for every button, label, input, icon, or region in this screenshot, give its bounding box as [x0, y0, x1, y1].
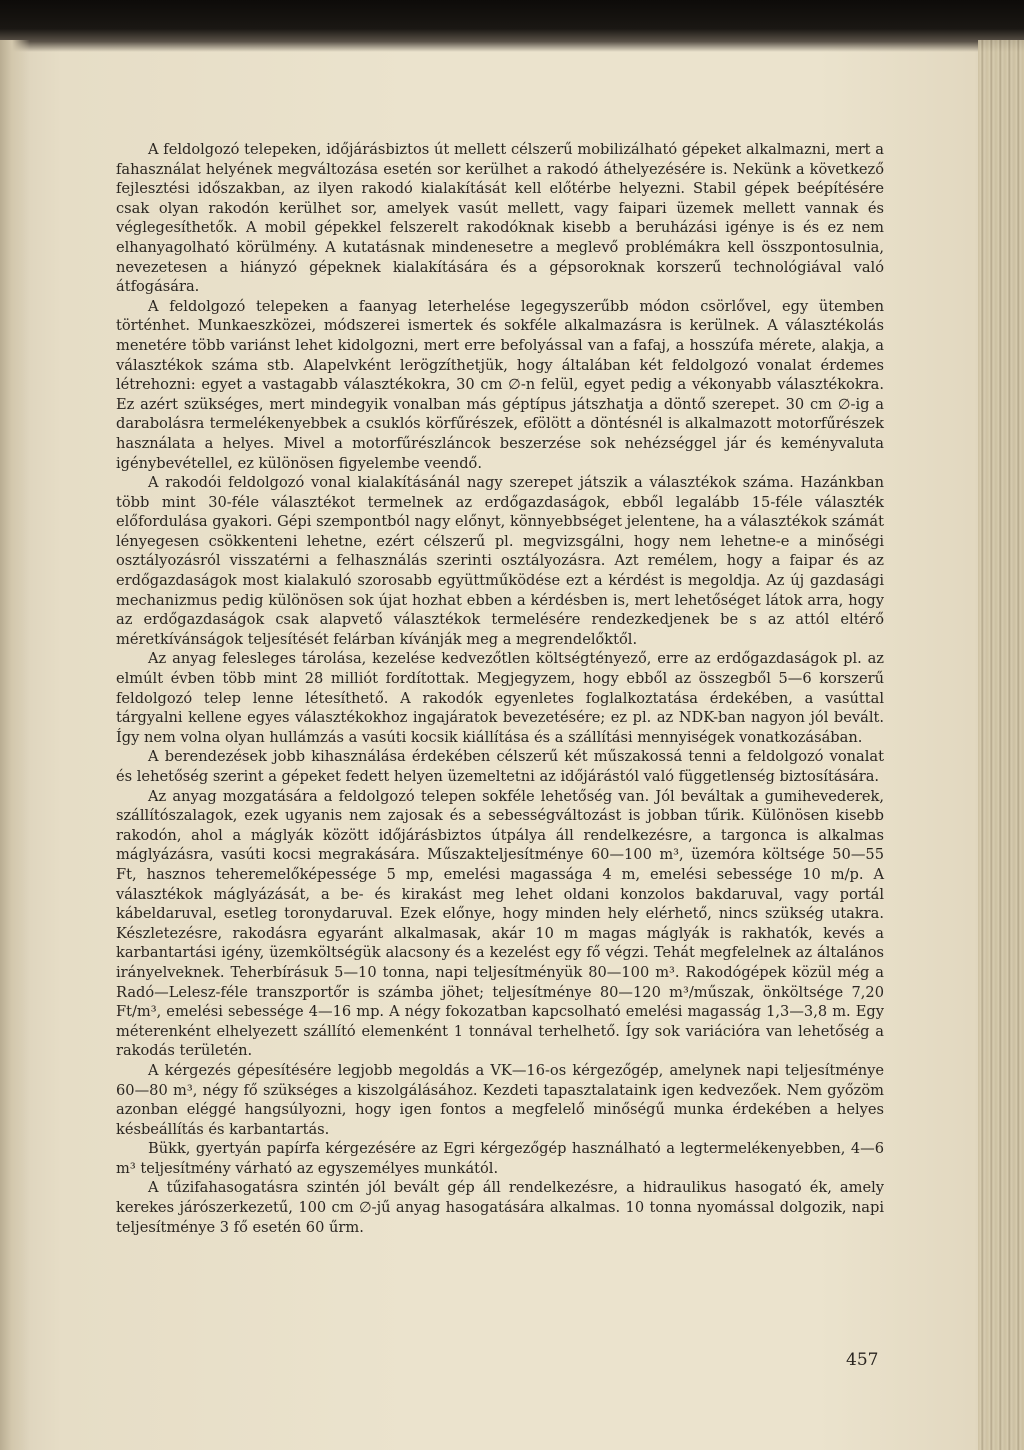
paragraph-6: Az anyag mozgatására a feldolgozó telepen sokféle lehetőség van. Jól beváltak a gumihevederek, szállítószalagok, ezek ugyanis nem zajosak és a sebességváltozást is jobban tűrik. Különösen kisebb rakodón, ahol a máglyák között időjárásbiztos útpálya áll rendelkezésre, a targonca is alkalmas máglyázásra, vasúti kocsi megrakására. Műszakteljesítménye 60—100 m³, üzemóra költsége 50—55 Ft, hasznos teheremelőképessége 5 mp, emelési magassága 4 m, emelési sebessége 10 m/p. A választékok máglyázását, a be- és kirakást meg lehet oldani konzolos bakdaruval, vagy portál kábeldaruval, esetleg toronydaruval. Ezek előnye, hogy minden hely elérhető, nincs szükség utakra. Készletezésre, rakodásra egyaránt alkalmasak, akár 10 m magas máglyák is rakhatók, kevés a karbantartási igény, üzemköltségük alacsony és a kezelést egy fő végzi. Tehát megfelelnek az általános irányelveknek. Teherbírásuk 5—10 tonna, napi teljesítményük 80—100 m³. Rakodógépek közül még a Radó—Lelesz-féle transzportőr is számba jöhet; teljesítménye 80—120 m³/műszak, önköltsége 7,20 Ft/m³, emelési sebessége 4—16 mp. A négy fokozatban kapcsolható emelési magasság 1,3—3,8 m. Egy méterenként elhelyezett szállító elemenként 1 tonnával terhelhető. Így sok variációra van lehetőség a rakodás területén. — [116, 787, 884, 1060]
paragraph-1: A feldolgozó telepeken, időjárásbiztos út mellett célszerű mobilizálható gépeket alkalmazni, mert a fahasználat helyének megváltozása esetén sor kerülhet a rakodó áthelyezésére is. Nekünk a következő fejlesztési időszakban, az ilyen rakodó kialakítását kell előtérbe helyezni. Stabil gépek beépítésére csak olyan rakodón kerülhet sor, amelyek vasút mellett, vagy faipari üzemek mellett vannak és véglegesíthetők. A mobil gépekkel felszerelt rakodóknak kisebb a beruházási igénye is és ez nem elhanyagolható körülmény. A kutatásnak mindenesetre a meglevő problémákra kell összpontosulnia, nevezetesen a hiányzó gépeknek kialakítására és a gépsoroknak korszerű technológiával való átfogására. — [116, 141, 884, 296]
paragraph-7: A kérgezés gépesítésére legjobb megoldás a VK—16-os kérgezőgép, amelynek napi teljesítménye 60—80 m³, négy fő szükséges a kiszolgálásához. Kezdeti tapasztalataink igen kedvezőek. Nem győzöm azonban eléggé hangsúlyozni, hogy igen fontos a megfelelő minőségű munka érdekében a helyes késbeállítás és karbantartás. — [116, 1061, 884, 1138]
paragraph-4: Az anyag felesleges tárolása, kezelése kedvezőtlen költségtényező, erre az erdőgazdaságok pl. az elmúlt évben több mint 28 milliót fordítottak. Megjegyzem, hogy ebből az összegből 5—6 korszerű feldolgozó telep lenne létesíthető. A rakodók egyenletes foglalkoztatása érdekében, a vasúttal tárgyalni kellene egyes választékokhoz ingajáratok bevezetésére; ez pl. az NDK-ban nagyon jól bevált. Így nem volna olyan hullámzás a vasúti kocsik kiállítása és a szállítási mennyiségek vonatkozásában. — [116, 650, 884, 746]
body-text — [116, 140, 884, 1237]
paragraph-8: Bükk, gyertyán papírfa kérgezésére az Egri kérgezőgép használható a legtermelékenyebben, 4—6 m³ teljesítmény várható az egyszemélyes munkától. — [116, 1140, 884, 1177]
paragraph-5: A berendezések jobb kihasználása érdekében célszerű két műszakossá tenni a feldolgozó vonalat és lehetőség szerint a gépeket fedett helyen üzemeltetni az időjárástól való függetlenség biztosítására. — [116, 748, 884, 785]
top-scan-shadow — [0, 0, 1024, 52]
right-page-edge-stack — [978, 40, 1024, 1450]
paragraph-9: A tűzifahasogatásra szintén jól bevált gép áll rendelkezésre, a hidraulikus hasogató ék, amely kerekes járószerkezetű, 100 cm ∅-jű anyag hasogatására alkalmas. 10 tonna nyomással dolgozik, napi teljesítménye 3 fő esetén 60 űrm. — [116, 1179, 884, 1236]
left-page-edge — [0, 40, 30, 1450]
paragraph-3: A rakodói feldolgozó vonal kialakításánál nagy szerepet játszik a választékok száma. Hazánkban több mint 30-féle választékot termelnek az erdőgazdaságok, ebből legalább 15-féle választék előfordulása gyakori. Gépi szempontból nagy előnyt, könnyebbséget jelentene, ha a választékok számát lényegesen csökkenteni lehetne, ezért célszerű pl. megvizsgálni, hogy nem lehetne-e a minőségi osztályozásról visszatérni a felhasználás szerinti osztályozásra. Azt remélem, hogy a faipar és az erdőgazdaságok most kialakuló szorosabb együttműködése ezt a kérdést is megoldja. Az új gazdasági mechanizmus pedig különösen sok újat hozhat ebben a kérdésben is, mert lehetőséget látok arra, hogy az erdőgazdaságok csak alapvető választékok termelésére rendezkedjenek be s az attól eltérő méretkívánságok teljesítését felárban kívánják meg a megrendelőktől. — [116, 474, 884, 648]
page-number: 457 — [846, 1350, 879, 1370]
paragraph-2: A feldolgozó telepeken a faanyag leterhelése legegyszerűbb módon csörlővel, egy ütemben történhet. Munkaeszközei, módszerei ismertek és sokféle alkalmazásra is kerülnek. A választékolás menetére több variánst lehet kidolgozni, mert erre befolyással van a fafaj, a hosszúfa mérete, alakja, a választékok száma stb. Alapelvként lerögzíthetjük, hogy általában két feldolgozó vonalat érdemes létrehozni: egyet a vastagabb választékokra, 30 cm ∅-n felül, egyet pedig a vékonyabb választékokra. Ez azért szükséges, mert mindegyik vonalban más géptípus játszhatja a döntő szerepet. 30 cm ∅-ig a darabolásra termelékenyebbek a csuklós körfűrészek, efölött a döntésnél is alkalmazott motorfűrészek használata a helyes. Mivel a motorfűrészláncok beszerzése sok nehézséggel jár és keményvaluta igénybevétellel, ez különösen figyelembe veendő. — [116, 297, 884, 472]
